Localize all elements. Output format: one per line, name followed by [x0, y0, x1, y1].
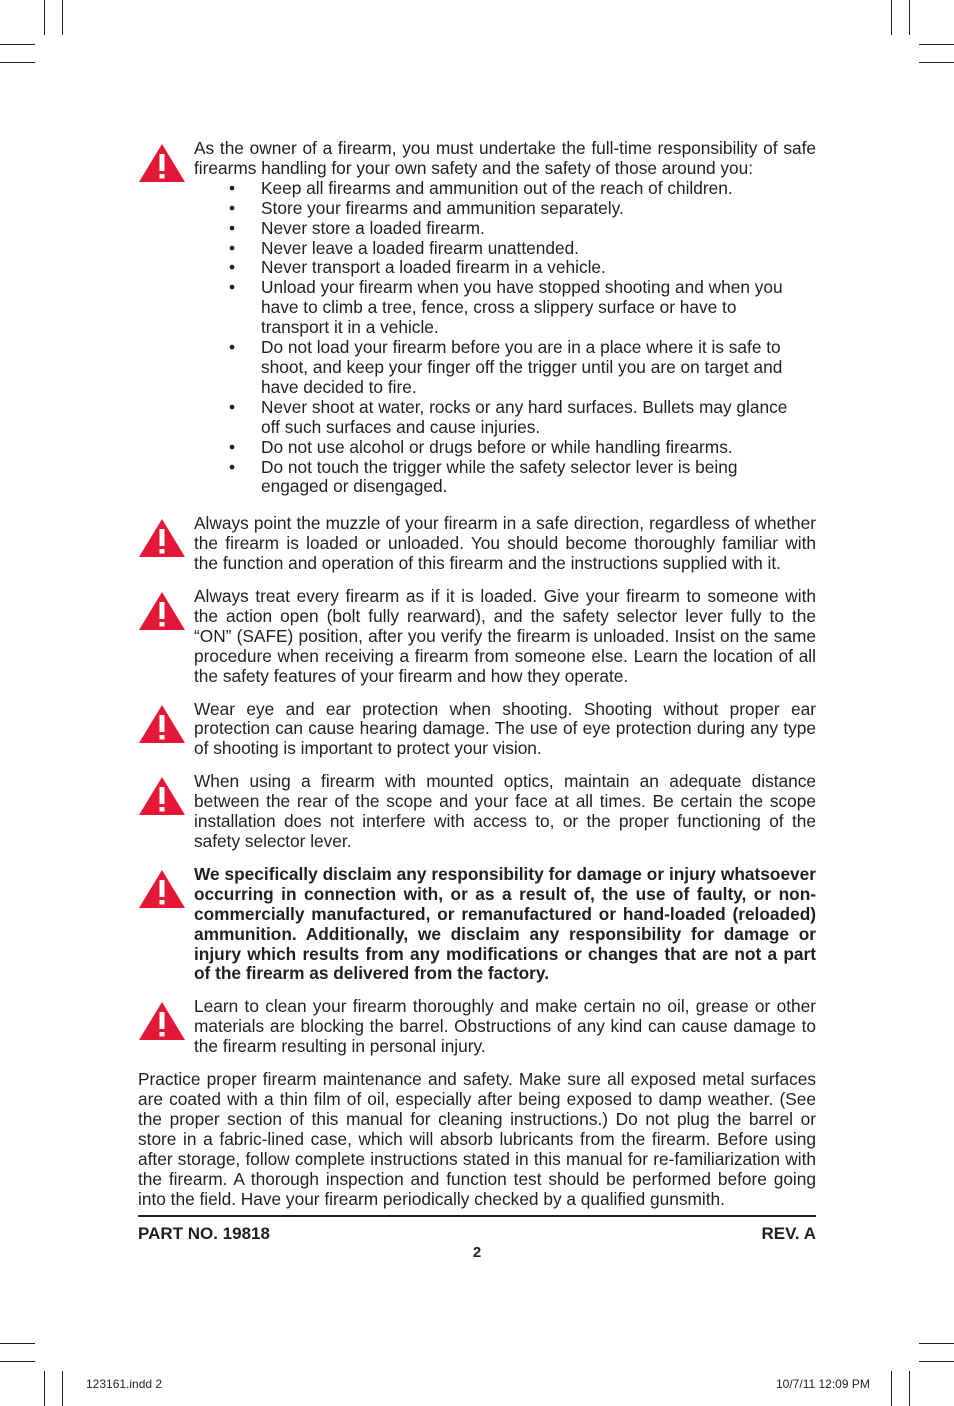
list-item: • Never leave a loaded firearm unattended. [229, 237, 579, 258]
crop-mark [44, 1371, 45, 1406]
disclaimer-text: We specifically disclaim any responsibility for damage or injury whatsoever occurring in connection with, or as a result of, the use of faulty, or non-commercially manufactured, or remanufactured or hand-loaded (reloaded) ammunition. Additionally, we disclaim any responsibility for damage or injury which results from any modifications or changes that are not a part of the firearm as delivered from the factory. [194, 863, 816, 984]
warning-triangle-icon [138, 143, 186, 183]
warning-intro-text: As the owner of a firearm, you must undertake the full-time responsibility of safe firearms handling for your own safety and the safety of those around you: [194, 138, 816, 178]
crop-mark [909, 1371, 910, 1406]
crop-mark [0, 1361, 35, 1362]
warning-triangle-icon [138, 704, 186, 744]
warning-block-cleaning [138, 997, 816, 1057]
bullet-icon: • [229, 337, 236, 358]
crop-mark [919, 1343, 954, 1344]
footer-rule [138, 1215, 816, 1217]
crop-mark [909, 0, 910, 35]
safety-rules-list [194, 179, 816, 498]
crop-mark [0, 62, 35, 63]
page-content [138, 139, 816, 1262]
footer-row [138, 1224, 816, 1244]
part-number: PART NO. 19818 [138, 1224, 270, 1244]
bullet-icon: • [229, 396, 236, 417]
revision: REV. A [761, 1224, 816, 1244]
warning-block-optics [138, 772, 816, 852]
warning-block-muzzle [138, 514, 816, 574]
bullet-icon: • [229, 257, 236, 278]
bullet-icon: • [229, 177, 236, 198]
slug-timestamp: 10/7/11 12:09 PM [776, 1377, 870, 1391]
warning-block-ownership [138, 139, 816, 497]
crop-mark [891, 1371, 892, 1406]
bullet-icon: • [229, 436, 236, 457]
list-item: • Never shoot at water, rocks or any hard surfaces. Bullets may glance off such surfaces and cause injuries. [229, 396, 788, 437]
bullet-icon: • [229, 277, 236, 298]
warning-block-loaded [138, 587, 816, 687]
warning-triangle-icon [138, 591, 186, 631]
warning-text: Learn to clean your firearm thoroughly and make certain no oil, grease or other materials are blocking the barrel. Obstructions of any kind can cause damage to the firearm resulting in personal injury. [194, 996, 816, 1057]
crop-mark [919, 1361, 954, 1362]
list-item: • Do not load your firearm before you are in a place where it is safe to shoot, and keep your finger off the trigger until you are on target and have decided to fire. [229, 337, 783, 397]
warning-text: Always treat every firearm as if it is loaded. Give your firearm to someone with the action open (bolt fully rearward), and the safety selector lever fully to the “ON” (SAFE) position, after you verify the firearm is unloaded. Insist on the same procedure when receiving a firearm from someone else. Learn the location of all the safety features of your firearm and how they operate. [194, 586, 816, 686]
list-item: • Never store a loaded firearm. [229, 217, 485, 238]
bullet-icon: • [229, 217, 236, 238]
crop-mark [44, 0, 45, 35]
warning-triangle-icon [138, 518, 186, 558]
list-item: • Do not use alcohol or drugs before or while handling firearms. [229, 436, 733, 457]
warning-text: When using a firearm with mounted optics, maintain an adequate distance between the rear of the scope and your face at all times. Be certain the scope installation does not interfere with access to, or the proper functioning of the safety selector lever. [194, 771, 816, 851]
bullet-icon: • [229, 456, 236, 477]
crop-mark [0, 44, 35, 45]
list-item: • Unload your firearm when you have stopped shooting and when you have to climb a tree, fence, cross a slippery surface or have to transport it in a vehicle. [229, 277, 783, 338]
warning-block-disclaimer [138, 865, 816, 984]
crop-mark [0, 1343, 35, 1344]
page-number: 2 [472, 1244, 482, 1262]
list-item: • Never transport a loaded firearm in a vehicle. [229, 257, 606, 278]
maintenance-paragraph: Practice proper firearm maintenance and safety. Make sure all exposed metal surfaces are coated with a thin film of oil, especially after being exposed to damp weather. (See the proper section of this manual for cleaning instructions.) Do not plug the barrel or store in a fabric-lined case, which will absorb lubricants from the firearm. Before using after storage, follow complete instructions stated in this manual for re-familiarization with the firearm. A thorough inspection and function test should be performed before going into the field. Have your firearm periodically checked by a qualified gunsmith. [138, 1069, 816, 1209]
warning-triangle-icon [138, 776, 186, 816]
crop-mark [62, 1371, 63, 1406]
warning-triangle-icon [138, 869, 186, 909]
slug-file-name: 123161.indd 2 [86, 1377, 163, 1391]
warning-text: Wear eye and ear protection when shooting. Shooting without proper ear protection can cause hearing damage. The use of eye protection during any type of shooting is important to protect your vision. [194, 698, 816, 759]
crop-mark [62, 0, 63, 35]
crop-mark [891, 0, 892, 35]
list-item: • Store your firearms and ammunition separately. [229, 197, 624, 218]
bullet-icon: • [229, 197, 236, 218]
warning-block-protection [138, 700, 816, 760]
warning-triangle-icon [138, 1001, 186, 1041]
warning-text: Always point the muzzle of your firearm in a safe direction, regardless of whether the firearm is loaded or unloaded. You should become thoroughly familiar with the function and operation of this firearm and the instructions supplied with it. [194, 513, 816, 574]
crop-mark [919, 62, 954, 63]
list-item: • Keep all firearms and ammunition out of the reach of children. [229, 177, 733, 198]
list-item: • Do not touch the trigger while the safety selector lever is being engaged or disengaged. [229, 456, 738, 497]
bullet-icon: • [229, 237, 236, 258]
crop-mark [919, 44, 954, 45]
